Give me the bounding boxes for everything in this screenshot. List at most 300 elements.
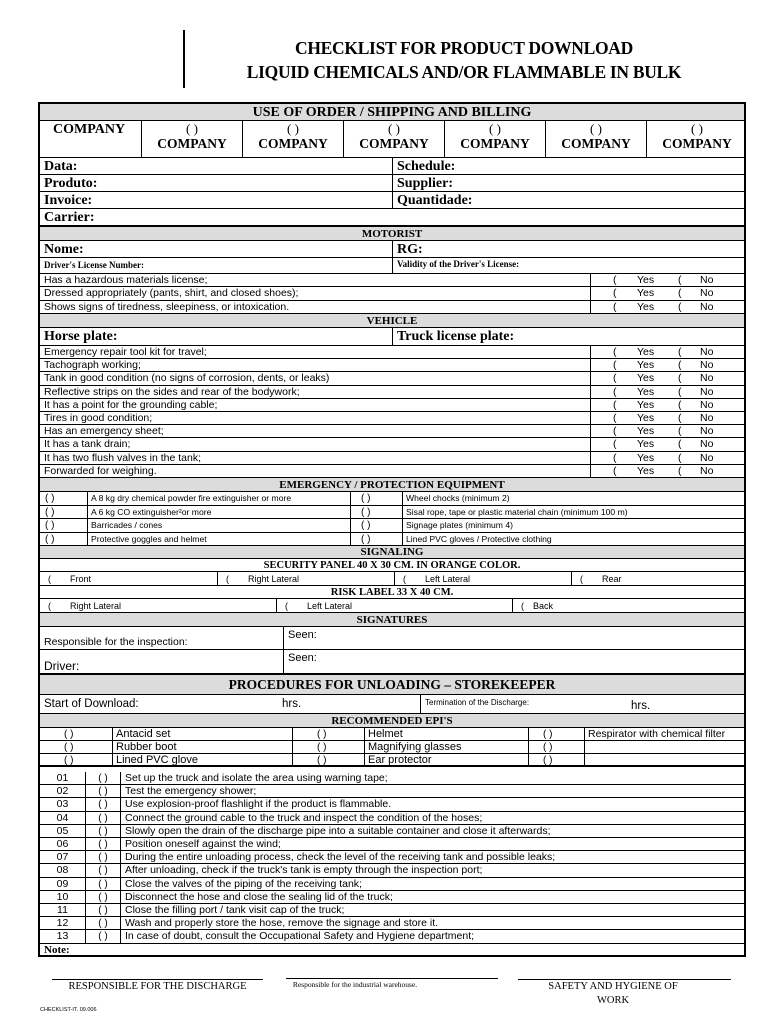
epi-col3-checkbox[interactable]: ( ) (528, 728, 584, 740)
step-checkbox[interactable]: ( ) (85, 812, 120, 824)
vehicle-item-no-option[interactable] (658, 412, 744, 424)
company-option-checkbox[interactable]: ( ) (590, 121, 602, 136)
procedures-header: PROCEDURES FOR UNLOADING – STOREKEEPER (228, 677, 556, 692)
download-time-row (40, 695, 744, 714)
risk-label-text: Left Lateral (307, 601, 353, 611)
step-number: 05 (56, 824, 69, 837)
emergency-left-item: Protective goggles and helmet (87, 533, 350, 546)
step-number: 03 (56, 798, 69, 811)
step-text: Close the valves of the piping of the receiving tank; (120, 878, 744, 890)
order-field-left-4[interactable]: Carrier: (44, 210, 95, 225)
order-field-row-2 (40, 175, 744, 192)
step-number: 08 (56, 864, 69, 877)
panel-checkbox[interactable]: ( (580, 574, 583, 584)
vehicle-item-yes-option[interactable] (590, 452, 658, 464)
step-checkbox[interactable]: ( ) (85, 825, 120, 837)
signatures-header: SIGNATURES (356, 614, 428, 626)
order-field-right-3[interactable]: Quantidade: (392, 192, 744, 208)
vehicle-item-text: It has a point for the grounding cable; (44, 398, 218, 411)
validity-field[interactable]: Validity of the Driver's License: (392, 258, 744, 273)
company-option-checkbox[interactable]: ( ) (388, 121, 400, 136)
step-row (40, 930, 744, 943)
vehicle-item-text: Has an emergency sheet; (44, 425, 164, 438)
vehicle-item-no-checkbox[interactable]: ( (678, 438, 682, 451)
step-number: 06 (56, 838, 69, 850)
step-number: 13 (56, 930, 69, 943)
document-code: CHECKLIST-IT. 09.006 (40, 1007, 97, 1013)
emergency-row (40, 519, 744, 533)
vehicle-header-row (40, 314, 744, 328)
termination-label: Termination of the Discharge: (425, 698, 530, 707)
panel-checkbox[interactable]: ( (48, 574, 51, 584)
step-checkbox[interactable]: ( ) (85, 930, 120, 942)
emergency-row (40, 506, 744, 520)
company-option-checkbox[interactable]: ( ) (489, 121, 501, 136)
vehicle-item-yes-checkbox[interactable]: ( (613, 425, 617, 438)
note-label: Note: (44, 944, 70, 956)
company-option-4[interactable] (444, 121, 545, 157)
step-text: Wash and properly store the hose, remove the signage and store it. (120, 917, 744, 929)
vehicle-item-no-checkbox[interactable]: ( (678, 412, 682, 424)
vehicle-item-row (40, 438, 744, 451)
vehicle-item-yes-checkbox[interactable]: ( (613, 438, 617, 451)
step-number: 09 (56, 877, 69, 890)
panel-label: Right Lateral (248, 574, 300, 584)
motorist-item-yes-label: Yes (637, 300, 655, 313)
note-row (40, 944, 744, 957)
step-row (40, 917, 744, 930)
title-line-2: LIQUID CHEMICALS AND/OR FLAMMABLE IN BULK (246, 62, 682, 82)
vehicle-item-text: Tires in good condition; (44, 412, 153, 424)
vehicle-item-no-label: No (700, 372, 714, 385)
step-row (40, 812, 744, 825)
step-number: 04 (56, 811, 69, 824)
vehicle-item-row (40, 412, 744, 425)
risk-label-checkbox[interactable]: ( (521, 601, 524, 611)
termination-hrs: hrs. (631, 700, 651, 712)
vehicle-item-yes-label: Yes (637, 464, 655, 477)
step-checkbox[interactable]: ( ) (85, 851, 120, 863)
motorist-item-no-checkbox[interactable]: ( (678, 274, 682, 286)
termination-field[interactable] (420, 695, 744, 713)
start-download-field[interactable] (40, 695, 420, 713)
step-number: 07 (56, 851, 69, 864)
company-label-cell (40, 121, 141, 157)
vehicle-item-no-label: No (700, 398, 714, 411)
risk-label-option-1[interactable] (40, 599, 276, 612)
company-option-checkbox[interactable]: ( ) (287, 121, 299, 136)
inspection-row (40, 627, 744, 650)
emergency-header-row (40, 478, 744, 492)
panel-option-3[interactable] (394, 572, 571, 585)
vehicle-item-yes-label: Yes (637, 412, 655, 424)
step-text: After unloading, check if the truck's tank is empty through the inspection port; (120, 864, 744, 876)
panel-title-row (40, 559, 744, 572)
vehicle-item-row (40, 452, 744, 465)
vehicle-item-yes-checkbox[interactable]: ( (613, 451, 617, 464)
warehouse-signature-label: Responsible for the industrial warehouse. (292, 980, 418, 989)
vehicle-item-no-checkbox[interactable]: ( (678, 464, 682, 477)
epi-col3-item (584, 754, 744, 765)
vehicle-header: VEHICLE (366, 315, 418, 327)
motorist-item-no-option[interactable] (658, 301, 744, 313)
motorist-item-yes-label: Yes (637, 274, 655, 286)
vehicle-item-no-option[interactable] (658, 452, 744, 464)
motorist-item-no-checkbox[interactable]: ( (678, 287, 682, 300)
order-field-left-2[interactable]: Produto: (44, 176, 98, 191)
vehicle-item-no-label: No (700, 385, 714, 398)
epi-header: RECOMMENDED EPI'S (331, 715, 453, 727)
order-field-left-1[interactable]: Data: (44, 159, 78, 174)
risk-label-checkbox[interactable]: ( (48, 601, 51, 611)
vehicle-item-yes-checkbox[interactable]: ( (613, 359, 617, 372)
company-option-label: COMPANY (561, 136, 631, 151)
epi-col2-item: Magnifying glasses (364, 741, 528, 753)
signaling-header-row (40, 546, 744, 559)
step-number: 02 (56, 785, 69, 798)
vehicle-item-no-label: No (700, 464, 714, 477)
company-option-1[interactable] (141, 121, 242, 157)
emergency-row (40, 492, 744, 506)
vehicle-item-yes-option[interactable] (590, 465, 658, 477)
vehicle-item-yes-option[interactable] (590, 386, 658, 398)
step-row (40, 851, 744, 864)
company-option-checkbox[interactable]: ( ) (186, 121, 198, 136)
risk-title-row (40, 586, 744, 599)
emergency-header: EMERGENCY / PROTECTION EQUIPMENT (279, 479, 505, 491)
epi-header-row (40, 714, 744, 728)
epi-col1-item: Lined PVC glove (112, 754, 292, 765)
risk-label-title: RISK LABEL 33 X 40 CM. (330, 587, 454, 598)
vehicle-item-yes-label: Yes (637, 398, 655, 411)
license-field[interactable]: Driver's License Number: (44, 260, 144, 270)
title-line-1: CHECKLIST FOR PRODUCT DOWNLOAD (295, 38, 633, 58)
step-number: 12 (56, 917, 69, 930)
epi-col2-item: Ear protector (364, 754, 528, 765)
step-row (40, 838, 744, 851)
company-option-3[interactable] (343, 121, 444, 157)
vehicle-item-no-checkbox[interactable]: ( (678, 451, 682, 464)
vehicle-item-yes-option[interactable] (590, 412, 658, 424)
epi-col3-checkbox[interactable]: ( ) (528, 741, 584, 753)
motorist-item-yes-option[interactable] (590, 287, 658, 299)
motorist-header: MOTORIST (361, 228, 423, 240)
company-option-label: COMPANY (662, 136, 732, 151)
step-checkbox[interactable]: ( ) (85, 785, 120, 797)
signatures-header-row (40, 613, 744, 627)
epi-row (40, 728, 744, 741)
panel-label: Left Lateral (425, 574, 471, 584)
vehicle-item-yes-checkbox[interactable]: ( (613, 372, 617, 385)
panel-title: SECURITY PANEL 40 X 30 CM. IN ORANGE COLOR. (263, 560, 521, 571)
order-header-row (40, 104, 744, 121)
vehicle-item-yes-checkbox[interactable]: ( (613, 398, 617, 411)
vehicle-item-yes-checkbox[interactable]: ( (613, 385, 617, 398)
motorist-item-no-option[interactable] (658, 274, 744, 286)
epi-col2-checkbox[interactable]: ( ) (292, 754, 364, 765)
vehicle-item-row (40, 465, 744, 478)
step-row (40, 785, 744, 798)
motorist-item-row (40, 301, 744, 314)
panel-label: Front (70, 574, 92, 584)
risk-label-checkbox[interactable]: ( (285, 601, 288, 611)
discharge-signature-label: RESPONSIBLE FOR THE DISCHARGE (68, 981, 247, 992)
emergency-right-item: Wheel chocks (minimum 2) (402, 492, 744, 505)
panel-option-2[interactable] (217, 572, 394, 585)
step-checkbox[interactable]: ( ) (85, 772, 120, 784)
vehicle-item-no-checkbox[interactable]: ( (678, 372, 682, 385)
vehicle-item-no-option[interactable] (658, 346, 744, 358)
motorist-item-no-label: No (700, 287, 714, 300)
vehicle-item-yes-option[interactable] (590, 425, 658, 437)
step-text: During the entire unloading process, check the level of the receiving tank and possible leaks; (120, 851, 744, 863)
step-row (40, 904, 744, 917)
motorist-item-no-checkbox[interactable]: ( (678, 300, 682, 313)
step-row (40, 878, 744, 891)
vehicle-item-yes-option[interactable] (590, 399, 658, 411)
name-row (40, 241, 744, 258)
epi-col2-item: Helmet (364, 728, 528, 740)
vehicle-item-yes-label: Yes (637, 359, 655, 372)
risk-label-text: Back (533, 601, 554, 611)
vehicle-item-text: It has a tank drain; (44, 438, 131, 451)
vehicle-item-yes-label: Yes (637, 346, 655, 358)
license-row (40, 258, 744, 274)
inspection-signature-field[interactable]: Responsible for the inspection: (44, 636, 188, 648)
vehicle-item-no-option[interactable] (658, 465, 744, 477)
vehicle-item-row (40, 346, 744, 359)
plate-row (40, 328, 744, 346)
motorist-item-text: Shows signs of tiredness, sleepiness, or intoxication. (44, 300, 290, 313)
motorist-item-yes-option[interactable] (590, 274, 658, 286)
motorist-item-text: Has a hazardous materials license; (44, 274, 208, 286)
vehicle-item-yes-label: Yes (637, 372, 655, 385)
step-checkbox[interactable]: ( ) (85, 917, 120, 929)
epi-col3-item: Respirator with chemical filter (584, 728, 744, 740)
step-number: 10 (56, 890, 69, 903)
panel-option-1[interactable] (40, 572, 217, 585)
step-text: Close the filling port / tank visit cap of the truck; (120, 904, 744, 916)
step-text: Connect the ground cable to the truck and inspect the condition of the hoses; (120, 812, 744, 824)
emergency-left-checkbox[interactable]: ( ) (45, 520, 55, 531)
step-row (40, 772, 744, 785)
vehicle-item-no-label: No (700, 451, 714, 464)
step-checkbox[interactable]: ( ) (85, 904, 120, 916)
vehicle-item-no-checkbox[interactable]: ( (678, 346, 682, 358)
vehicle-item-no-option[interactable] (658, 372, 744, 384)
panel-option-4[interactable] (571, 572, 746, 585)
driver-seen-field[interactable]: Seen: (283, 650, 744, 673)
vehicle-item-text: Reflective strips on the sides and rear of the bodywork; (44, 385, 300, 398)
panel-checkbox[interactable]: ( (403, 574, 406, 584)
inspection-seen-field[interactable]: Seen: (283, 627, 744, 649)
vehicle-item-no-checkbox[interactable]: ( (678, 385, 682, 398)
motorist-item-yes-label: Yes (637, 287, 655, 300)
horse-plate-field[interactable]: Horse plate: (44, 329, 118, 344)
step-row (40, 864, 744, 877)
vehicle-item-no-option[interactable] (658, 425, 744, 437)
company-option-label: COMPANY (460, 136, 530, 151)
order-field-right-2[interactable]: Supplier: (392, 175, 744, 191)
signaling-header: SIGNALING (360, 546, 424, 558)
motorist-item-row (40, 274, 744, 287)
order-field-row-1 (40, 158, 744, 175)
emergency-left-checkbox[interactable]: ( ) (45, 493, 55, 504)
order-field-right-1[interactable]: Schedule: (392, 158, 744, 174)
company-option-6[interactable] (646, 121, 746, 157)
step-checkbox[interactable]: ( ) (85, 891, 120, 903)
safety-signature-label-2: WORK (596, 995, 630, 1006)
company-option-checkbox[interactable]: ( ) (691, 121, 703, 136)
vehicle-item-no-option[interactable] (658, 438, 744, 450)
warehouse-signature-line (286, 978, 498, 979)
vehicle-item-yes-label: Yes (637, 425, 655, 438)
step-checkbox[interactable]: ( ) (85, 838, 120, 850)
vehicle-item-row (40, 386, 744, 399)
epi-col1-checkbox[interactable]: ( ) (64, 742, 74, 753)
step-number: 01 (56, 772, 69, 784)
emergency-left-checkbox[interactable]: ( ) (45, 533, 55, 545)
company-label: COMPANY (53, 122, 126, 137)
title-block (183, 30, 743, 88)
step-checkbox[interactable]: ( ) (85, 878, 120, 890)
vehicle-item-no-option[interactable] (658, 359, 744, 371)
vehicle-item-yes-option[interactable] (590, 438, 658, 450)
safety-signature-label-1: SAFETY AND HYGIENE OF (548, 981, 678, 992)
order-field-row-3 (40, 192, 744, 209)
emergency-row (40, 533, 744, 547)
epi-col2-checkbox[interactable]: ( ) (292, 728, 364, 740)
motorist-item-yes-checkbox[interactable]: ( (613, 300, 617, 313)
step-text: In case of doubt, consult the Occupational Safety and Hygiene department; (120, 930, 744, 942)
company-option-2[interactable] (242, 121, 343, 157)
epi-col1-checkbox[interactable]: ( ) (64, 755, 74, 765)
step-text: Test the emergency shower; (120, 785, 744, 797)
motorist-item-yes-checkbox[interactable]: ( (613, 287, 617, 300)
procedures-header-row (40, 675, 744, 695)
vehicle-item-no-checkbox[interactable]: ( (678, 425, 682, 438)
motorist-item-yes-checkbox[interactable]: ( (613, 274, 617, 286)
vehicle-item-row (40, 372, 744, 385)
vehicle-item-no-checkbox[interactable]: ( (678, 398, 682, 411)
company-option-label: COMPANY (359, 136, 429, 151)
epi-col3-item (584, 741, 744, 753)
vehicle-item-yes-option[interactable] (590, 372, 658, 384)
vehicle-item-yes-option[interactable] (590, 346, 658, 358)
step-checkbox[interactable]: ( ) (85, 798, 120, 810)
step-text: Position oneself against the wind; (120, 838, 744, 850)
epi-col2-checkbox[interactable]: ( ) (292, 741, 364, 753)
order-field-row-4 (40, 209, 744, 227)
emergency-right-item: Lined PVC gloves / Protective clothing (402, 533, 744, 546)
vehicle-item-yes-checkbox[interactable]: ( (613, 346, 617, 358)
step-text: Use explosion-proof flashlight if the product is flammable. (120, 798, 744, 810)
vehicle-item-no-label: No (700, 346, 714, 358)
step-row (40, 798, 744, 811)
vehicle-item-no-option[interactable] (658, 386, 744, 398)
panel-label: Rear (602, 574, 622, 584)
start-download-label: Start of Download: (44, 698, 139, 710)
step-row (40, 891, 744, 904)
emergency-right-checkbox[interactable]: ( ) (350, 492, 402, 505)
vehicle-item-text: Forwarded for weighing. (44, 464, 157, 477)
motorist-header-row (40, 227, 744, 241)
emergency-right-checkbox[interactable]: ( ) (350, 506, 402, 519)
risk-label-option-3[interactable] (512, 599, 746, 612)
company-option-label: COMPANY (258, 136, 328, 151)
label-items-row (40, 599, 744, 613)
emergency-left-checkbox[interactable]: ( ) (45, 506, 55, 518)
epi-col1-checkbox[interactable]: ( ) (64, 729, 74, 740)
company-row (40, 121, 744, 158)
vehicle-item-yes-label: Yes (637, 451, 655, 464)
motorist-item-no-label: No (700, 274, 714, 286)
emergency-right-checkbox[interactable]: ( ) (350, 519, 402, 532)
order-field-left-3[interactable]: Invoice: (44, 193, 93, 208)
step-checkbox[interactable]: ( ) (85, 864, 120, 876)
epi-col1-item: Rubber boot (112, 741, 292, 753)
vehicle-item-no-label: No (700, 425, 714, 438)
epi-col1-item: Antacid set (112, 728, 292, 740)
vehicle-item-yes-checkbox[interactable]: ( (613, 412, 617, 424)
epi-row (40, 741, 744, 754)
vehicle-item-yes-label: Yes (637, 385, 655, 398)
motorist-item-yes-option[interactable] (590, 301, 658, 313)
step-text: Slowly open the drain of the discharge pipe into a suitable container and close it afterwards; (120, 825, 744, 837)
risk-label-option-2[interactable] (276, 599, 512, 612)
vehicle-item-row (40, 399, 744, 412)
vehicle-item-no-label: No (700, 438, 714, 451)
vehicle-item-no-option[interactable] (658, 399, 744, 411)
emergency-right-item: Signage plates (minimum 4) (402, 519, 744, 532)
truck-plate-field[interactable]: Truck license plate: (392, 328, 744, 345)
rg-field[interactable]: RG: (392, 241, 744, 257)
company-option-label: COMPANY (157, 136, 227, 151)
emergency-left-item: A 8 kg dry chemical powder fire extinguisher or more (87, 492, 350, 505)
start-hrs: hrs. (282, 698, 302, 710)
vehicle-item-no-checkbox[interactable]: ( (678, 359, 682, 372)
checklist-form (38, 102, 746, 957)
motorist-item-no-option[interactable] (658, 287, 744, 299)
motorist-item-row (40, 287, 744, 300)
panel-items-row (40, 572, 744, 586)
vehicle-item-text: Tank in good condition (no signs of corrosion, dents, or leaks) (44, 372, 330, 385)
vehicle-item-yes-checkbox[interactable]: ( (613, 464, 617, 477)
name-field[interactable]: Nome: (44, 242, 84, 257)
emergency-right-checkbox[interactable]: ( ) (350, 533, 402, 546)
vehicle-item-no-label: No (700, 412, 714, 424)
driver-row (40, 650, 744, 675)
panel-checkbox[interactable]: ( (226, 574, 229, 584)
vehicle-item-no-label: No (700, 359, 714, 372)
step-text: Disconnect the hose and close the sealing lid of the truck; (120, 891, 744, 903)
emergency-left-item: A 6 kg CO extinguisher²or more (87, 506, 350, 519)
vehicle-item-row (40, 359, 744, 372)
emergency-right-item: Sisal rope, tape or plastic material chain (minimum 100 m) (402, 506, 744, 519)
vehicle-item-text: Emergency repair tool kit for travel; (44, 346, 207, 358)
vehicle-item-yes-option[interactable] (590, 359, 658, 371)
driver-signature-field[interactable]: Driver: (44, 659, 80, 673)
emergency-left-item: Barricades / cones (87, 519, 350, 532)
order-header: USE OF ORDER / SHIPPING AND BILLING (252, 105, 532, 120)
company-option-5[interactable] (545, 121, 646, 157)
vehicle-item-row (40, 425, 744, 438)
vehicle-item-text: Tachograph working; (44, 359, 141, 372)
vehicle-item-text: It has two flush valves in the tank; (44, 451, 201, 464)
epi-row (40, 754, 744, 767)
motorist-item-no-label: No (700, 300, 714, 313)
epi-col3-checkbox[interactable]: ( ) (528, 754, 584, 765)
